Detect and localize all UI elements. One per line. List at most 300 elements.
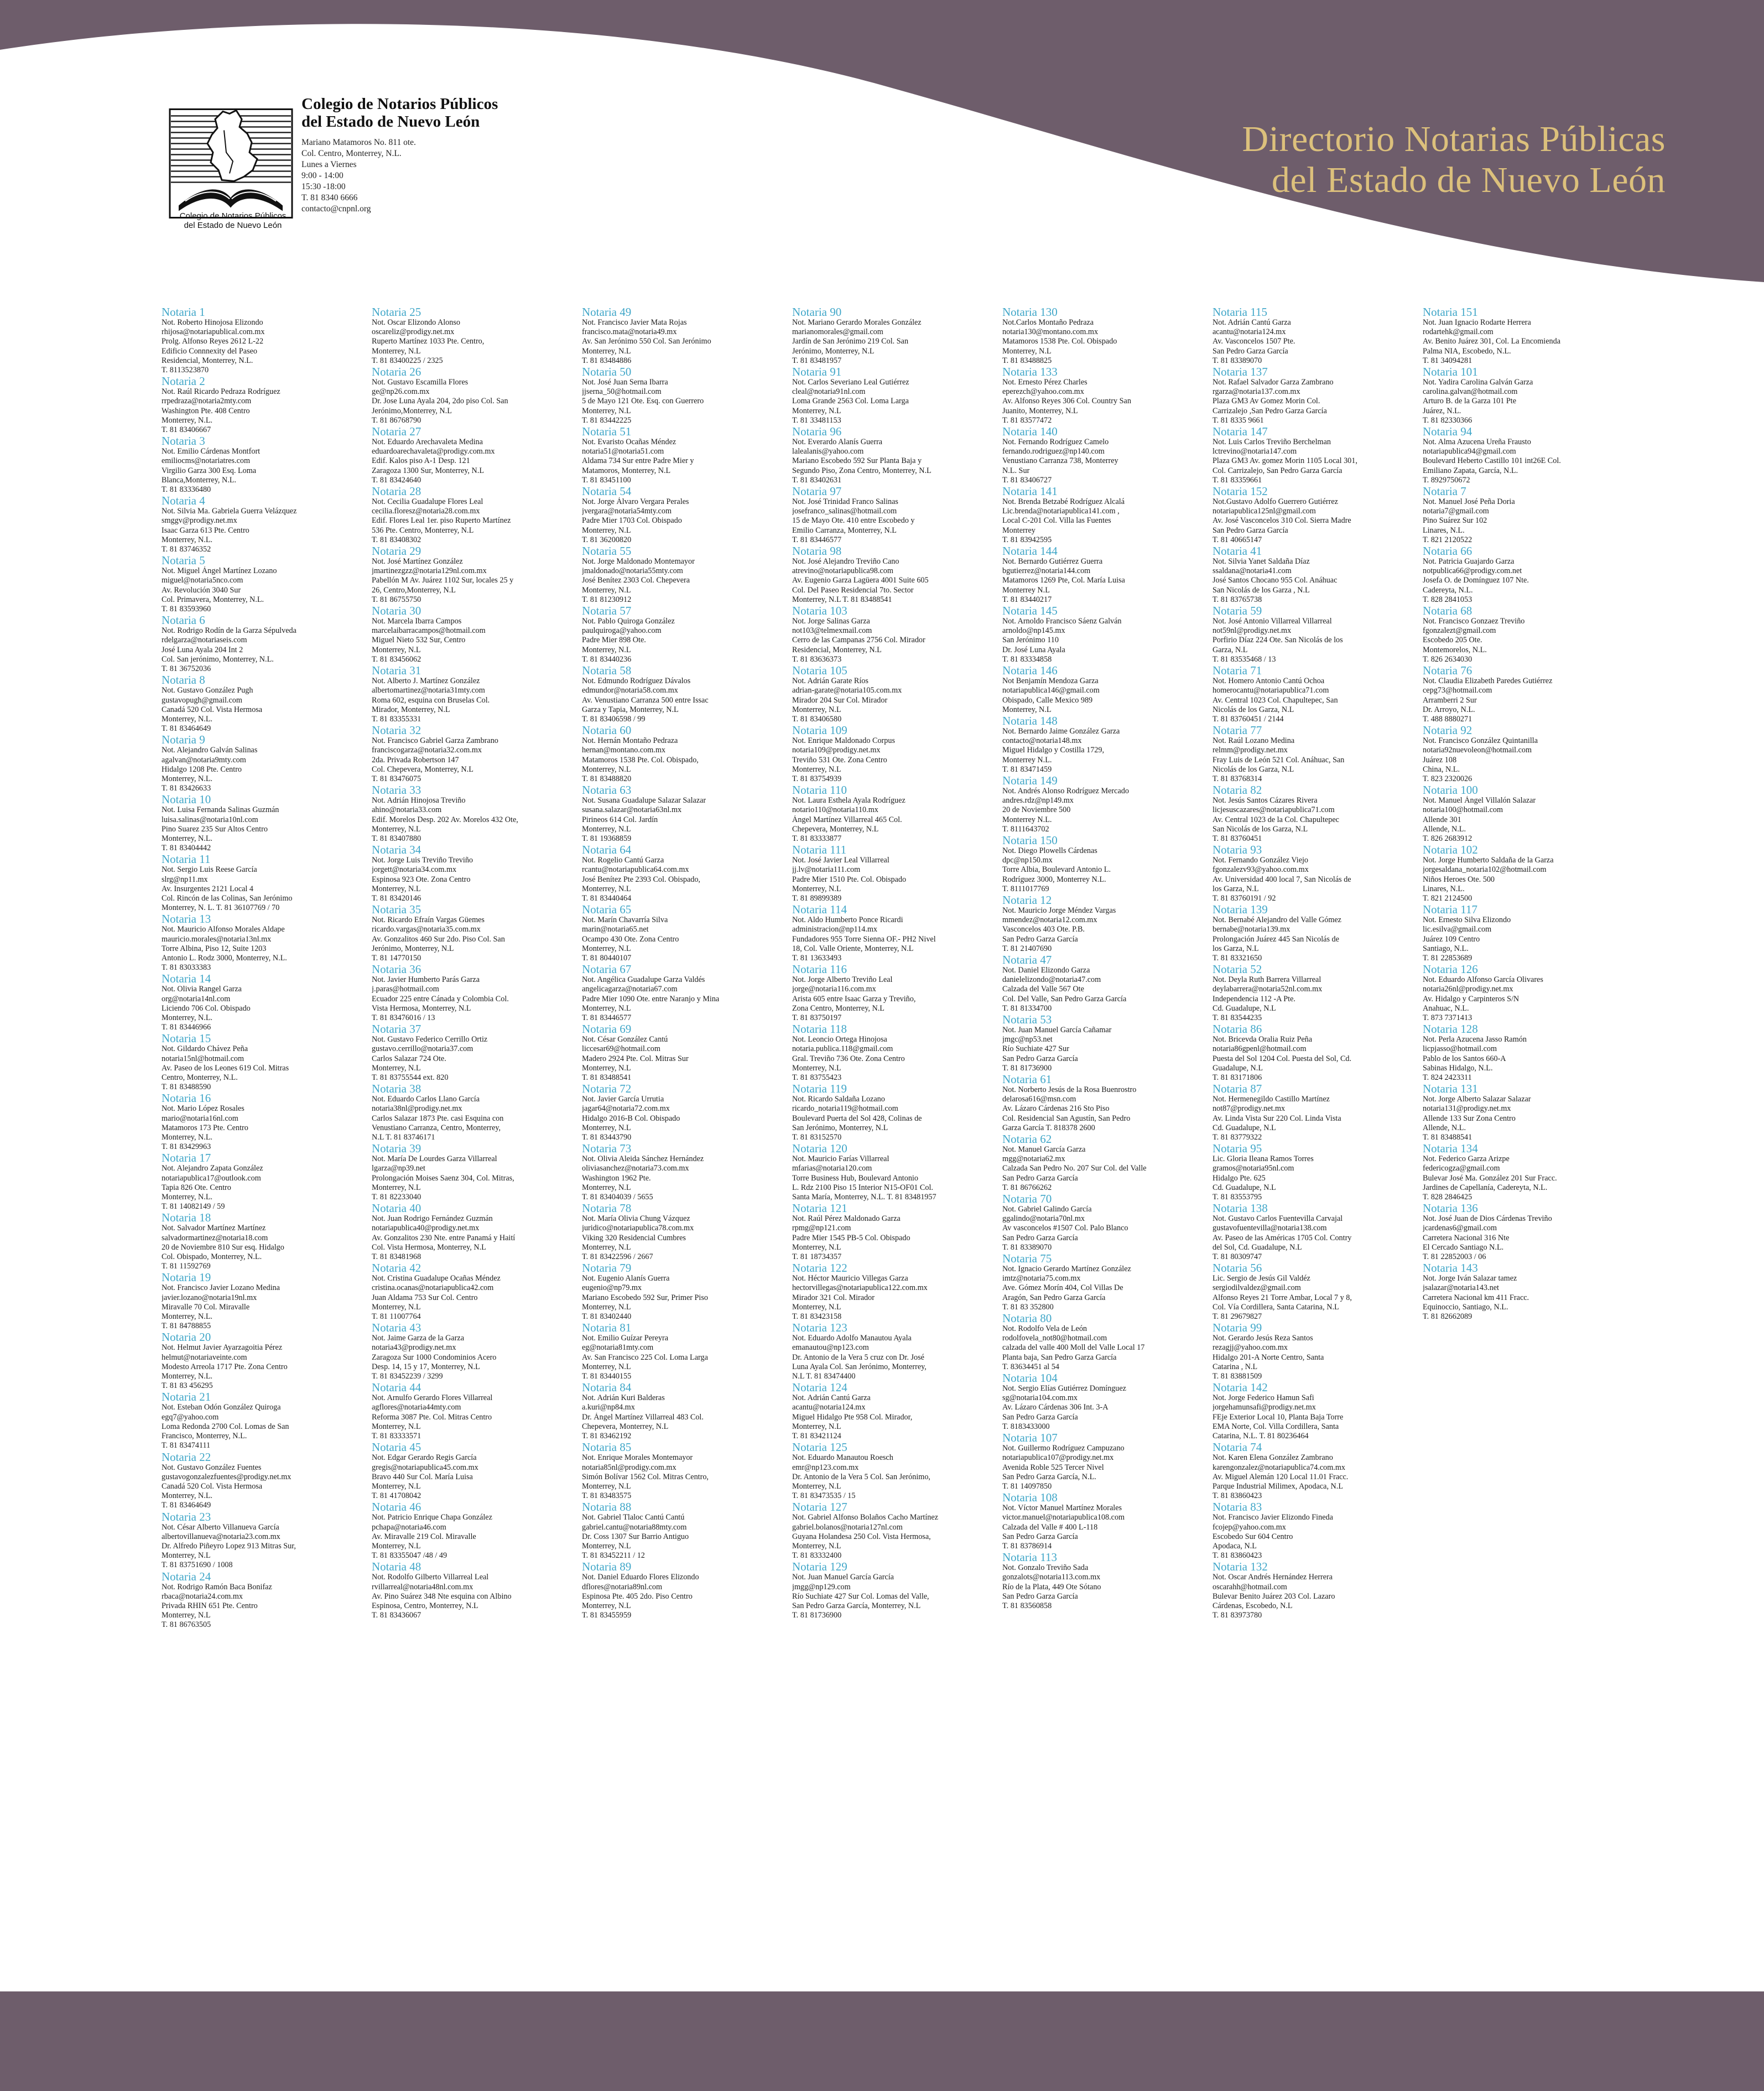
notary-entry [792, 485, 991, 545]
notary-email-link[interactable]: gustavofuentevilla@notaria138.com [1213, 1224, 1327, 1233]
notary-email-link[interactable]: jorgesaldana_notaria102@hotmail.com [1423, 865, 1547, 875]
college-email-link[interactable]: contacto@cnpnl.org [301, 204, 371, 214]
notary-detail-line: Not. José Juan Serna Ibarra [582, 378, 668, 387]
notary-detail-line: Not. Gabriel Galindo García [1002, 1205, 1092, 1214]
notary-detail-line: T. 81 83746352 [162, 545, 211, 554]
notary-detail-line: T. 81 83476075 [372, 774, 422, 783]
notary-email-link[interactable]: notariapublica107@prodigy.net.mx [1002, 1453, 1114, 1463]
notary-entry [372, 903, 571, 963]
notary-number: Notaria 23 [162, 1510, 211, 1523]
notary-detail-line: Av. Vasconcelos 1507 Pte. [1213, 337, 1295, 346]
notary-detail-line: T. 81 83544235 [1213, 1013, 1262, 1022]
notary-detail-line: Padre Mier 1090 Ote. entre Naranjo y Mina [582, 994, 720, 1003]
notary-email-link[interactable]: notariapublica17@outlook.com [162, 1173, 261, 1183]
directory-column [162, 306, 361, 1630]
notary-email-link[interactable]: atrevino@notariapublica98.com [792, 566, 893, 576]
notary-email-link[interactable]: emr@np123.com.mx [792, 1463, 859, 1472]
notary-email-link[interactable]: notariapublica94@gmail.com [1423, 447, 1516, 456]
notary-detail-line: Not. Diego Plowells Cárdenas [1002, 846, 1097, 855]
notary-email-link[interactable]: cleal@notaria91nl.com [792, 387, 866, 397]
college-hours-line: 9:00 - 14:00 [301, 171, 344, 180]
notary-detail-line: T. 81 83336480 [162, 485, 211, 495]
notary-number: Notaria 139 [1213, 903, 1268, 917]
notary-email-link[interactable]: angelicagarza@notaria67.com [582, 985, 678, 994]
notary-detail-line: Not. Gustavo Carlos Fuentevilla Carvajal [1213, 1214, 1343, 1224]
notary-email-link[interactable]: rodartehk@gmail.com [1423, 327, 1494, 337]
notary-email-link[interactable]: lctrevino@notaria147.com [1213, 447, 1297, 456]
notary-number: Notaria 95 [1213, 1142, 1262, 1156]
notary-detail-line: Monterrey, N.L [792, 1541, 841, 1551]
notary-detail-line: T. 8183433000 [1002, 1422, 1050, 1431]
notary-email-link[interactable]: gabriel.bolanos@notaria127nl.com [792, 1522, 903, 1532]
notary-email-link[interactable]: victor.manuel@notariapublica108.com [1002, 1513, 1125, 1522]
notary-detail-line: T. 81 83488820 [582, 774, 632, 783]
notary-detail-line: Monterrey, N.L [162, 1611, 211, 1620]
notary-number: Notaria 101 [1423, 365, 1478, 379]
notary-email-link[interactable]: albertomartinez@notaria31mty.com [372, 686, 485, 695]
notary-email-link[interactable]: cristina.ocanas@notariapublica42.com [372, 1283, 494, 1293]
notary-email-link[interactable]: hectorvillegas@notariapublica122.com.mx [792, 1283, 928, 1293]
notary-email-link[interactable]: gustavopugh@gmail.com [162, 695, 242, 705]
notary-email-link[interactable]: notaria109@prodigy.net.mx [792, 746, 881, 755]
notary-detail-line: Not. Bernabé Alejandro del Valle Gómez [1213, 916, 1341, 925]
notary-email-link[interactable]: ge@np26.com.mx [372, 387, 430, 397]
notary-detail-line: T. 81 83389070 [1213, 356, 1262, 365]
notary-email-link[interactable]: javier.lozano@notaria19nl.mx [162, 1293, 257, 1302]
notary-detail-line: Not. Gabriel Alfonso Bolaños Cacho Martínez [792, 1513, 938, 1522]
notary-email-link[interactable]: pchapa@notaria46.com [372, 1522, 446, 1532]
notary-detail-line: T. 81 83476016 / 13 [372, 1013, 435, 1022]
notary-email-link[interactable]: arnoldo@np145.mx [1002, 626, 1065, 636]
notary-email-link[interactable]: andres.rdz@np149.mx [1002, 796, 1074, 805]
notary-email-link[interactable]: notariapublica146@gmail.com [1002, 686, 1100, 695]
directory-column [1423, 306, 1622, 1322]
notary-email-link[interactable]: federicogza@gmail.com [1423, 1164, 1500, 1173]
notary-detail-line: Av. Insurgentes 2121 Local 4 [162, 884, 254, 893]
notary-entry [582, 1142, 781, 1202]
notary-detail-line: Monterrey, N.L [792, 884, 841, 893]
notary-entry [372, 724, 571, 784]
notary-email-link[interactable]: josefranco_salinas@hotmail.com [792, 507, 897, 516]
notary-email-link[interactable]: notariapublica40@prodigy.net.mx [372, 1224, 480, 1233]
notary-entry [372, 605, 571, 664]
notary-detail-line: Not. Jorge Humberto Saldaña de la Garza [1423, 856, 1554, 865]
notary-email-link[interactable]: notaria15nl@hotmail.com [162, 1054, 244, 1063]
notary-number: Notaria 63 [582, 783, 632, 797]
notary-detail-line: Monterrey, N.L [792, 1422, 841, 1431]
notary-detail-line: T. 81 81334700 [1002, 1003, 1052, 1013]
notary-detail-line: Not. Emilio Guízar Pereyra [582, 1334, 669, 1343]
notary-email-link[interactable]: gramos@notaria95nl.com [1213, 1164, 1294, 1173]
notary-number: Notaria 7 [1423, 485, 1466, 498]
notary-entry [1213, 306, 1412, 366]
notary-email-link[interactable]: paulquiroga@yahoo.com [582, 626, 662, 636]
notary-email-link[interactable]: gustavogonzalezfuentes@prodigy.net.mx [162, 1472, 292, 1481]
notary-email-link[interactable]: agalvan@notaria9mty.com [162, 755, 246, 764]
notary-detail-line: Ave. Gómez Morín 404, Col Villas De [1002, 1283, 1123, 1293]
notary-email-link[interactable]: helmut@notariaveinte.com [162, 1353, 247, 1362]
notary-detail-line: Not. Gustavo González Pugh [162, 686, 253, 695]
notary-email-link[interactable]: carolina.galvan@hotmail.com [1423, 387, 1518, 397]
notary-detail-line: Carretera Nacional 316 Nte [1423, 1233, 1510, 1242]
notary-detail-line: Lic. Gloria Ileana Ramos Torres [1213, 1154, 1314, 1164]
notary-email-link[interactable]: mario@notaria16nl.com [162, 1114, 238, 1123]
notary-detail-line: Puesta del Sol 1204 Col. Puesta del Sol, Cd. [1213, 1054, 1352, 1063]
logo-caption: Colegio de Notarios Públicos del Estado de Nuevo León [179, 211, 287, 230]
notary-detail-line: Virgilio Garza 300 Esq. Loma [162, 466, 257, 475]
notary-detail-line: José Santos Chocano 955 Col. Anáhuac [1213, 576, 1338, 585]
notary-email-link[interactable]: lgarza@np39.net [372, 1164, 425, 1173]
notary-email-link[interactable]: fgonzalezt@gmail.com [1423, 626, 1496, 636]
notary-email-link[interactable]: albertovillanueva@notaria23.com.mx [162, 1532, 280, 1541]
notary-email-link[interactable]: ahino@notaria33.com [372, 805, 442, 815]
notary-email-link[interactable]: imtz@notaria75.com.mx [1002, 1274, 1081, 1283]
notary-detail-line: Monterrey, N.L [582, 1242, 631, 1252]
notary-email-link[interactable]: delarosa616@msn.com [1002, 1095, 1076, 1104]
notary-detail-line: Matamoros 1538 Pte. Col. Obispado, [582, 755, 699, 764]
notary-email-link[interactable]: relmm@prodigy.net.mx [1213, 746, 1288, 755]
notary-email-link[interactable]: licjesuscazares@notariapublica71.com [1213, 805, 1335, 815]
notary-detail-line: Monterrey, N.L. [162, 1013, 213, 1022]
notary-entry [1002, 605, 1201, 664]
notary-detail-line: 5 de Mayo 121 Ote. Esq. con Guerrero [582, 397, 704, 406]
notary-entry [372, 664, 571, 724]
notary-entry [1423, 724, 1622, 784]
notary-number: Notaria 100 [1423, 783, 1478, 797]
notary-email-link[interactable]: gabriel.cantu@notaria88mty.com [582, 1522, 687, 1532]
notary-detail-line: Monterrey, N.L [582, 1481, 631, 1491]
notary-email-link[interactable]: administracion@np114.mx [792, 925, 877, 934]
notary-detail-line: los Garza, N.L [1213, 884, 1259, 893]
notary-email-link[interactable]: notaria100@hotmail.com [1423, 805, 1503, 815]
notary-email-link[interactable]: danielelizondo@notaria47.com [1002, 975, 1101, 985]
notary-email-link[interactable]: emiliocms@notariatres.com [162, 456, 251, 466]
notary-email-link[interactable]: dflores@notaria89nl.com [582, 1582, 663, 1591]
notary-detail-line: Monterrey, N.L [582, 824, 631, 834]
notary-email-link[interactable]: jmartinezgzz@notaria129nl.com.mx [372, 566, 487, 576]
notary-email-link[interactable]: notario110@notaria110.mx [792, 805, 878, 815]
notary-detail-line: T. 81 83860423 [1213, 1491, 1262, 1501]
notary-entry [162, 1511, 361, 1570]
notary-email-link[interactable]: karengonzalez@notariapublica74.com.mx [1213, 1463, 1345, 1472]
notary-detail-line: T. 81 83754939 [792, 774, 842, 783]
notary-number: Notaria 41 [1213, 544, 1262, 558]
notary-number: Notaria 74 [1213, 1440, 1262, 1454]
notary-detail-line: EMA Norte, Col. Villa Cordillera, Santa [1213, 1422, 1339, 1431]
notary-number: Notaria 151 [1423, 305, 1478, 319]
notary-detail-line: Not. Claudia Elizabeth Paredes Gutiérrez [1423, 677, 1553, 686]
notary-number: Notaria 70 [1002, 1192, 1052, 1206]
notary-detail-line: Carlos Salazar 724 Ote. [372, 1054, 446, 1063]
notary-detail-line: T. 81 83446577 [582, 1013, 632, 1022]
notary-detail-line: Roma 602, esquina con Bruselas Col. [372, 695, 490, 705]
notary-email-link[interactable]: jmaldonado@notaria55mty.com [582, 566, 683, 576]
notary-detail-line: Calzada del Valle 567 Ote [1002, 985, 1084, 994]
notary-detail-line: Not. Esteban Odón González Quiroga [162, 1403, 281, 1412]
notary-detail-line: Linares, N.L. [1423, 884, 1465, 893]
notary-email-link[interactable]: notaria92nuevoleon@hotmail.com [1423, 746, 1532, 755]
notary-email-link[interactable]: jj.lv@notaria111.com [792, 865, 861, 875]
notary-detail-line: T. 81 83440464 [582, 893, 632, 903]
notary-email-link[interactable]: dpc@np150.mx [1002, 856, 1053, 865]
notary-email-link[interactable]: notaria38nl@prodigy.net.mx [372, 1104, 462, 1114]
notary-email-link[interactable]: fernando.rodriguez@np140.com [1002, 447, 1105, 456]
notary-email-link[interactable]: rrpedraza@notaria2mty.com [162, 397, 252, 406]
notary-detail-line: Allende 133 Sur Zona Centro [1423, 1114, 1516, 1123]
notary-detail-line: Monterrey, N.L. [162, 415, 213, 425]
notary-email-link[interactable]: notaria86gpenl@hotmail.com [1213, 1044, 1307, 1054]
notary-entry [162, 1331, 361, 1391]
notary-entry [162, 853, 361, 913]
notary-email-link[interactable]: eg@notaria81mty.com [582, 1343, 654, 1353]
notary-number: Notaria 131 [1423, 1082, 1478, 1096]
notary-detail-line: del Sol, Cd. Guadalupe, N.L [1213, 1242, 1302, 1252]
notary-email-link[interactable]: Lic.brenda@notariapublica141.com , [1002, 507, 1120, 516]
notary-email-link[interactable]: acantu@notaria124.mx [792, 1403, 866, 1412]
notary-number: Notaria 25 [372, 305, 422, 319]
notary-number: Notaria 37 [372, 1022, 422, 1036]
notary-email-link[interactable]: agflores@notaria44mty.com [372, 1403, 461, 1412]
notary-email-link[interactable]: notpublica66@prodigy.com.net [1423, 566, 1522, 576]
notary-entry [582, 903, 781, 963]
notary-email-link[interactable]: gustavo.cerrillo@notaria37.com [372, 1044, 473, 1054]
notary-email-link[interactable]: jsalazar@notaria143.net [1423, 1283, 1499, 1293]
notary-detail-line: 18, Col. Valle Oriente, Monterrey, N.L [792, 944, 914, 953]
notary-email-link[interactable]: oliviasanchez@notaria73.com.mx [582, 1164, 689, 1173]
directory-column [792, 306, 991, 1620]
notary-email-link[interactable]: gonzalots@notaria113.com.mx [1002, 1573, 1101, 1582]
notary-email-link[interactable]: miguel@notaria5nco.com [162, 576, 243, 585]
notary-email-link[interactable]: rbaca@notaria24.com.mx [162, 1591, 243, 1601]
notary-detail-line: T. 81 83 352800 [1002, 1302, 1054, 1312]
notary-entry [792, 664, 991, 724]
notary-email-link[interactable]: eduardoarechavaleta@prodigy.com.mx [372, 447, 495, 456]
notary-detail-line: Col. Residencial San Agustín, San Pedro [1002, 1114, 1131, 1123]
notary-email-link[interactable]: marin@notaria65.net [582, 925, 649, 934]
notary-detail-line: Not. Fernando González Viejo [1213, 856, 1309, 865]
notary-email-link[interactable]: edmundor@notaria58.com.mx [582, 686, 678, 695]
notary-email-link[interactable]: marcelaibarracampos@hotmail.com [372, 626, 486, 636]
notary-detail-line: T. 81 83488541 [582, 1073, 632, 1082]
notary-detail-line: Not. Patricia Guajardo Garza [1423, 557, 1515, 566]
notary-email-link[interactable]: jcardenas6@gmail.com [1423, 1224, 1497, 1233]
notary-email-link[interactable]: not103@telmexmail.com [792, 626, 872, 636]
notary-email-link[interactable]: ggalindo@notaria70nl.mx [1002, 1214, 1085, 1224]
notary-detail-line: Arramberri 2 Sur [1423, 695, 1477, 705]
notary-email-link[interactable]: eugenio@np79.mx [582, 1283, 642, 1293]
notary-email-link[interactable]: notaria43@prodigy.net.mx [372, 1343, 456, 1353]
notary-email-link[interactable]: ricardo.vargas@notaria35.com.mx [372, 925, 481, 934]
notary-detail-line: N.L T. 81 83474400 [792, 1372, 856, 1381]
notary-email-link[interactable]: emanautou@np123.com [792, 1343, 869, 1353]
notary-email-link[interactable]: salvadormartinez@notaria18.com [162, 1233, 268, 1242]
notary-detail-line: T. 81 83423158 [792, 1312, 842, 1322]
notary-email-link[interactable]: jjserna_50@hotmail.com [582, 387, 662, 397]
notary-email-link[interactable]: notaria85nl@prodigy.com.mx [582, 1463, 677, 1472]
notary-detail-line: Not. Mauricio Jorge Méndez Vargas [1002, 906, 1116, 915]
notary-detail-line: Ecuador 225 entre Cánada y Colombia Col. [372, 994, 509, 1003]
notary-number: Notaria 80 [1002, 1312, 1052, 1325]
notary-email-link[interactable]: notaria130@montano.com.mx [1002, 327, 1099, 337]
notary-detail-line: Not. Daniel Eduardo Flores Elizondo [582, 1573, 699, 1582]
notary-detail-line: San Jerónimo, Monterrey, N.L [792, 1123, 888, 1132]
notary-entry [372, 485, 571, 545]
notary-detail-line: Chepevera, Monterrey, N.L [582, 1422, 669, 1431]
notary-detail-line: T. 81 83484886 [582, 356, 632, 365]
notary-email-link[interactable]: licpjasso@hotmail.com [1423, 1044, 1497, 1054]
notary-email-link[interactable]: homerocantu@notariapublica71.com [1213, 686, 1329, 695]
notary-email-link[interactable]: oscareliz@prodigy.net.mx [372, 327, 455, 337]
notary-detail-line: Allende, N.L. [1423, 824, 1466, 834]
notary-entry [1213, 664, 1412, 724]
notary-email-link[interactable]: marianomorales@gmail.com [792, 327, 883, 337]
notary-detail-line: Río Suchiate 427 Sur Col. Lomas del Valle, [792, 1591, 929, 1601]
notary-detail-line: T. 81 83333877 [792, 834, 842, 843]
notary-email-link[interactable]: notaria131@prodigy.net.mx [1423, 1104, 1511, 1114]
notary-email-link[interactable]: adrian-garate@notaria105.com.mx [792, 686, 902, 695]
notary-number: Notaria 54 [582, 485, 632, 498]
notary-detail-line: T. 81 82233040 [372, 1193, 422, 1202]
notary-email-link[interactable]: notaria26nl@prodigy.net.mx [1423, 985, 1513, 994]
notary-detail-line: Not. Hermenegildo Castillo Martínez [1213, 1095, 1330, 1104]
notary-email-link[interactable]: not87@prodigy.net.mx [1213, 1104, 1286, 1114]
notary-entry [1002, 425, 1201, 485]
notary-email-link[interactable]: hernan@montano.com.mx [582, 746, 665, 755]
notary-detail-line: T. 81 83406580 [792, 714, 842, 724]
notary-number: Notaria 134 [1423, 1142, 1478, 1156]
notary-email-link[interactable]: ricardo_notaria119@hotmail.com [792, 1104, 898, 1114]
notary-detail-line: Not. Arnoldo Francisco Sáenz Galván [1002, 617, 1122, 626]
notary-entry [1423, 664, 1622, 724]
notary-email-link[interactable]: jorgett@notaria34.com.mx [372, 865, 457, 875]
notary-email-link[interactable]: jmgg@np129.com [792, 1582, 851, 1591]
notary-email-link[interactable]: jmgc@np53.net [1002, 1035, 1053, 1044]
notary-email-link[interactable]: fgonzalezv93@yahoo.com.mx [1213, 865, 1309, 875]
notary-email-link[interactable]: liccesar69@hotmail.com [582, 1044, 660, 1054]
notary-entry [1213, 1262, 1412, 1322]
notary-detail-line: Aragón, San Pedro Garza García [1002, 1293, 1106, 1302]
notary-number: Notaria 103 [792, 604, 847, 618]
notary-email-link[interactable]: lic.esilva@gmail.com [1423, 925, 1492, 934]
notary-email-link[interactable]: contacto@notaria148.mx [1002, 736, 1082, 746]
notary-email-link[interactable]: j.paras@hotmail.com [372, 985, 439, 994]
notary-email-link[interactable]: fcojep@yahoo.com.mx [1213, 1522, 1286, 1532]
notary-email-link[interactable]: jorge@notaria116.com.mx [792, 985, 876, 994]
notary-number: Notaria 52 [1213, 963, 1262, 976]
notary-email-link[interactable]: franciscogarza@notaria32.com.mx [372, 746, 482, 755]
notary-email-link[interactable]: acantu@notaria124.mx [1213, 327, 1286, 337]
notary-email-link[interactable]: egq7@yahoo.com [162, 1412, 219, 1422]
notary-detail-line: Not. Arnulfo Gerardo Flores Villarreal [372, 1393, 493, 1403]
notary-email-link[interactable]: jorgehamunsafi@prodigy.net.mx [1213, 1403, 1316, 1412]
notary-detail-line: T. 81 86768790 [372, 415, 422, 425]
notary-detail-line: Monterrey, N.L [582, 1362, 631, 1371]
notary-detail-line: Av. Gonzalitos 460 Sur 2do. Piso Col. San [372, 934, 505, 944]
notary-email-link[interactable]: notaria7@gmail.com [1423, 507, 1489, 516]
notary-detail-line: Monterrey, N.L [372, 1183, 421, 1192]
notary-email-link[interactable]: rpmg@np121.com [792, 1224, 851, 1233]
notary-detail-line: Not. Alejandro Zapata González [162, 1164, 263, 1173]
notary-email-link[interactable]: rcantu@notariapublica64.com.mx [582, 865, 689, 875]
notary-email-link[interactable]: lalealanis@yahoo.com [792, 447, 864, 456]
notary-email-link[interactable]: ssaldana@notaria41.com [1213, 566, 1292, 576]
notary-number: Notaria 111 [792, 843, 847, 857]
notary-number: Notaria 147 [1213, 425, 1268, 439]
notary-email-link[interactable]: oscarahh@hotmail.com [1213, 1582, 1287, 1591]
notary-email-link[interactable]: mgg@notaria62.mx [1002, 1154, 1065, 1164]
notary-email-link[interactable]: not59nl@prodigy.net.mx [1213, 626, 1292, 636]
notary-entry [372, 306, 571, 366]
notary-detail-line: San Pedro Garza García, N.L. [1002, 1472, 1096, 1481]
notary-detail-line: Av. Central 1023 de la Col. Chapultepec [1213, 815, 1339, 824]
notary-email-link[interactable]: luisa.salinas@notaria10nl.com [162, 815, 258, 824]
notary-email-link[interactable]: smggv@prodigy.net.mx [162, 516, 237, 526]
notary-detail-line: Not. Jaime Garza de la Garza [372, 1334, 465, 1343]
notary-detail-line: Monterrey, N.L [372, 1422, 421, 1431]
notary-email-link[interactable]: eperezch@yahoo.com.mx [1002, 387, 1084, 397]
notary-email-link[interactable]: mfarias@notaria120.com [792, 1164, 872, 1173]
notary-email-link[interactable]: a.kuri@np84.mx [582, 1403, 635, 1412]
notary-number: Notaria 87 [1213, 1082, 1262, 1096]
notary-detail-line: T. 81 83483575 [582, 1491, 632, 1501]
notary-email-link[interactable]: notariapublica125nl@gmail.com [1213, 507, 1316, 516]
notary-email-link[interactable]: mauricio.morales@notaria13nl.mx [162, 934, 272, 944]
notary-number: Notaria 33 [372, 783, 422, 797]
notary-email-link[interactable]: sg@notaria104.com.mx [1002, 1393, 1078, 1403]
notary-email-link[interactable]: cepg73@hotmail.com [1423, 686, 1492, 695]
notary-detail-line: Monterrey, N.L. [162, 1193, 213, 1202]
notary-detail-line: T. 81 83451100 [582, 475, 631, 485]
notary-entry [792, 1322, 991, 1381]
notary-email-link[interactable]: sergiodilvaldez@gmail.com [1213, 1283, 1301, 1293]
notary-email-link[interactable]: cecilia.floresz@notaria28.com.mx [372, 507, 480, 516]
notary-detail-line: Torre Albia, Boulevard Antonio L. [1002, 865, 1111, 875]
notary-email-link[interactable]: juridico@notariapublica78.com.mx [582, 1224, 694, 1233]
notary-detail-line: T. 81 83033383 [162, 963, 211, 972]
notary-number: Notaria 105 [792, 664, 847, 678]
notary-email-link[interactable]: rgarza@notaria137.com.mx [1213, 387, 1300, 397]
notary-email-link[interactable]: rezagjj@yahoo.com.mx [1213, 1343, 1288, 1353]
notary-email-link[interactable]: francisco.mata@notaria49.mx [582, 327, 677, 337]
notary-detail-line: Plaza GM3 Av. gomez Morin 1105 Local 301, [1213, 456, 1357, 466]
notary-detail-line: Not. Raúl Ricardo Pedraza Rodríguez [162, 387, 280, 397]
notary-email-link[interactable]: rhijosa@notariapublical.com.mx [162, 327, 265, 337]
notary-number: Notaria 108 [1002, 1491, 1058, 1505]
notary-email-link[interactable]: deylabarrera@notaria52nl.com.mx [1213, 985, 1323, 994]
notary-email-link[interactable]: rvillarreal@notaria48nl.com.mx [372, 1582, 473, 1591]
notary-detail-line: Not. Everardo Alanís Guerra [792, 438, 883, 447]
notary-entry [372, 1561, 571, 1620]
notary-email-link[interactable]: rdelgarza@notariaseis.com [162, 636, 247, 645]
notary-email-link[interactable]: notaria51@notaria51.com [582, 447, 664, 456]
notary-entry [792, 963, 991, 1023]
notary-email-link[interactable]: rodolfovela_not80@hotmail.com [1002, 1334, 1107, 1343]
notary-number: Notaria 136 [1423, 1201, 1478, 1215]
notary-email-link[interactable]: notaria.publica.118@gmail.com [792, 1044, 893, 1054]
notary-email-link[interactable]: gregis@notariapublica45.com.mx [372, 1463, 478, 1472]
notary-email-link[interactable]: slrg@np11.mx [162, 875, 208, 884]
notary-entry [582, 1441, 781, 1501]
notary-email-link[interactable]: bernabe@notaria139.mx [1213, 925, 1291, 934]
directory-column [1213, 306, 1412, 1620]
notary-email-link[interactable]: mmendez@notaria12.com.mx [1002, 916, 1097, 925]
notary-email-link[interactable]: jvergara@notaria54mty.com [582, 507, 672, 516]
notary-email-link[interactable]: org@notaria14nl.com [162, 994, 231, 1003]
notary-email-link[interactable]: jagar64@notaria72.com.mx [582, 1104, 670, 1114]
notary-detail-line: Monterrey, N.L. [162, 834, 213, 843]
notary-email-link[interactable]: susana.salazar@notaria63nl.mx [582, 805, 682, 815]
notary-email-link[interactable]: bgutierrez@notaria144.com [1002, 566, 1091, 576]
